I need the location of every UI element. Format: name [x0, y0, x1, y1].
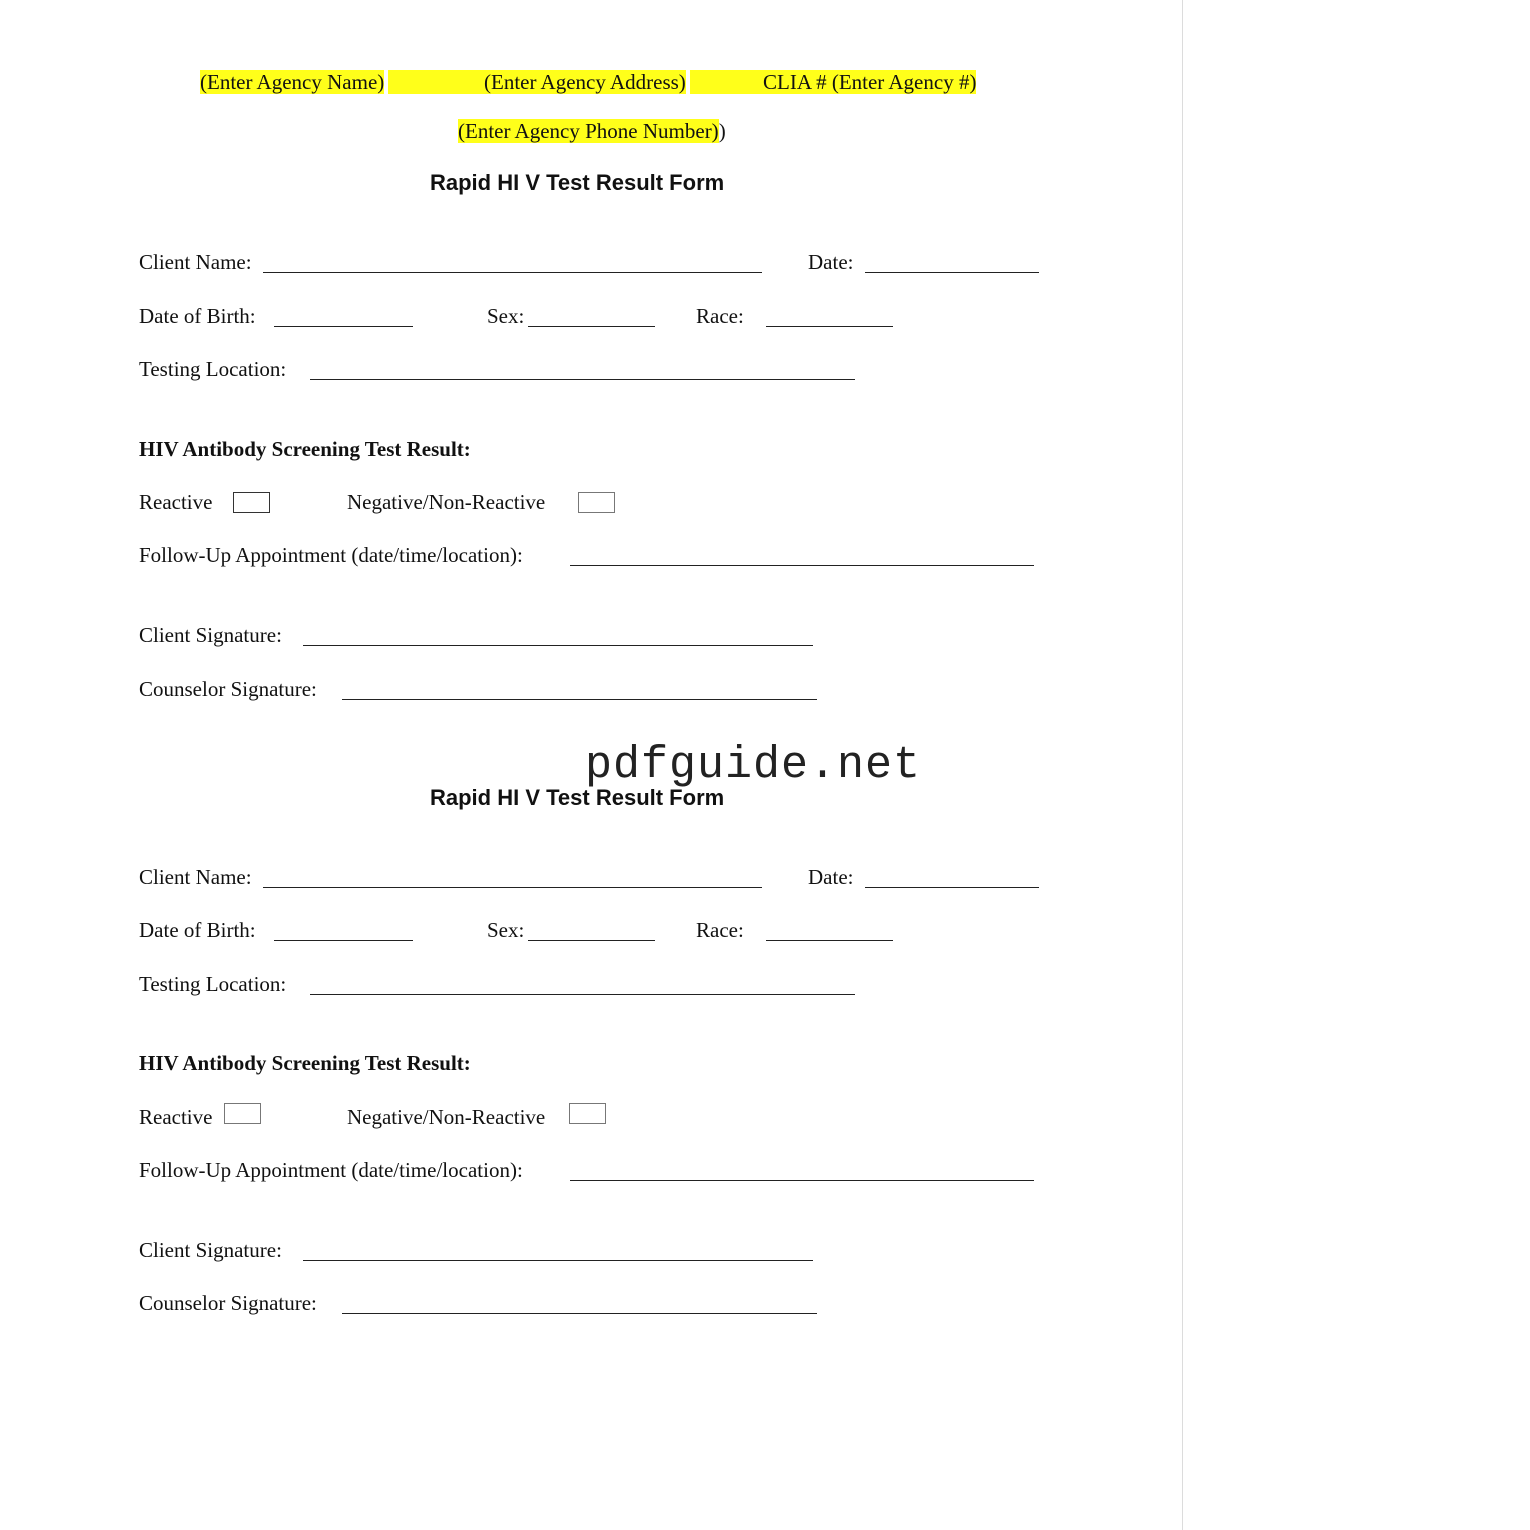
- client-signature-label: Client Signature:: [139, 1238, 282, 1262]
- race-field[interactable]: [766, 326, 893, 327]
- testing-location-field[interactable]: [310, 994, 855, 995]
- followup-label: Follow-Up Appointment (date/time/location):: [139, 543, 523, 567]
- negative-label: Negative/Non-Reactive: [347, 1105, 546, 1129]
- reactive-label: Reactive: [139, 490, 213, 514]
- sex-field[interactable]: [528, 326, 655, 327]
- date-field[interactable]: [865, 272, 1039, 273]
- reactive-label: Reactive: [139, 1105, 213, 1129]
- negative-label: Negative/Non-Reactive: [347, 490, 546, 514]
- negative-checkbox[interactable]: [569, 1103, 606, 1124]
- counselor-signature-label: Counselor Signature:: [139, 1291, 317, 1315]
- followup-field[interactable]: [570, 1180, 1034, 1181]
- agency-name-placeholder[interactable]: (Enter Agency Name): [200, 70, 385, 94]
- clia-placeholder[interactable]: CLIA # (Enter Agency #): [763, 70, 977, 94]
- page-edge-divider: [1182, 0, 1183, 1530]
- testing-location-field[interactable]: [310, 379, 855, 380]
- reactive-checkbox[interactable]: [224, 1103, 261, 1124]
- negative-checkbox[interactable]: [578, 492, 615, 513]
- race-label: Race:: [696, 304, 744, 328]
- testing-location-label: Testing Location:: [139, 972, 287, 996]
- dob-field[interactable]: [274, 326, 413, 327]
- phone-row: [458, 119, 726, 143]
- client-signature-field[interactable]: [303, 645, 813, 646]
- counselor-signature-label: Counselor Signature:: [139, 677, 317, 701]
- sex-label: Sex:: [487, 304, 525, 328]
- header-highlight-gap-1: [388, 70, 484, 94]
- form-title: Rapid HI V Test Result Form: [430, 170, 725, 195]
- reactive-checkbox[interactable]: [233, 492, 270, 513]
- result-heading: HIV Antibody Screening Test Result:: [139, 437, 471, 461]
- client-name-field[interactable]: [263, 272, 762, 273]
- header-highlight-gap-2: [690, 70, 764, 94]
- followup-label: Follow-Up Appointment (date/time/location):: [139, 1158, 523, 1182]
- date-label: Date:: [808, 250, 854, 274]
- phone-paren: ): [718, 119, 726, 143]
- sex-label: Sex:: [487, 918, 525, 942]
- dob-field[interactable]: [274, 940, 413, 941]
- agency-phone-placeholder[interactable]: (Enter Agency Phone Number): [458, 119, 719, 143]
- client-name-label: Client Name:: [139, 865, 252, 889]
- client-name-field[interactable]: [263, 887, 762, 888]
- dob-label: Date of Birth:: [139, 304, 256, 328]
- client-signature-label: Client Signature:: [139, 623, 282, 647]
- testing-location-label: Testing Location:: [139, 357, 287, 381]
- sex-field[interactable]: [528, 940, 655, 941]
- agency-address-placeholder[interactable]: (Enter Agency Address): [484, 70, 686, 94]
- client-signature-field[interactable]: [303, 1260, 813, 1261]
- date-field[interactable]: [865, 887, 1039, 888]
- client-name-label: Client Name:: [139, 250, 252, 274]
- form-title: Rapid HI V Test Result Form: [430, 785, 725, 810]
- race-label: Race:: [696, 918, 744, 942]
- counselor-signature-field[interactable]: [342, 699, 817, 700]
- race-field[interactable]: [766, 940, 893, 941]
- counselor-signature-field[interactable]: [342, 1313, 817, 1314]
- result-heading: HIV Antibody Screening Test Result:: [139, 1051, 471, 1075]
- watermark: pdfguide.net: [585, 740, 922, 791]
- dob-label: Date of Birth:: [139, 918, 256, 942]
- followup-field[interactable]: [570, 565, 1034, 566]
- date-label: Date:: [808, 865, 854, 889]
